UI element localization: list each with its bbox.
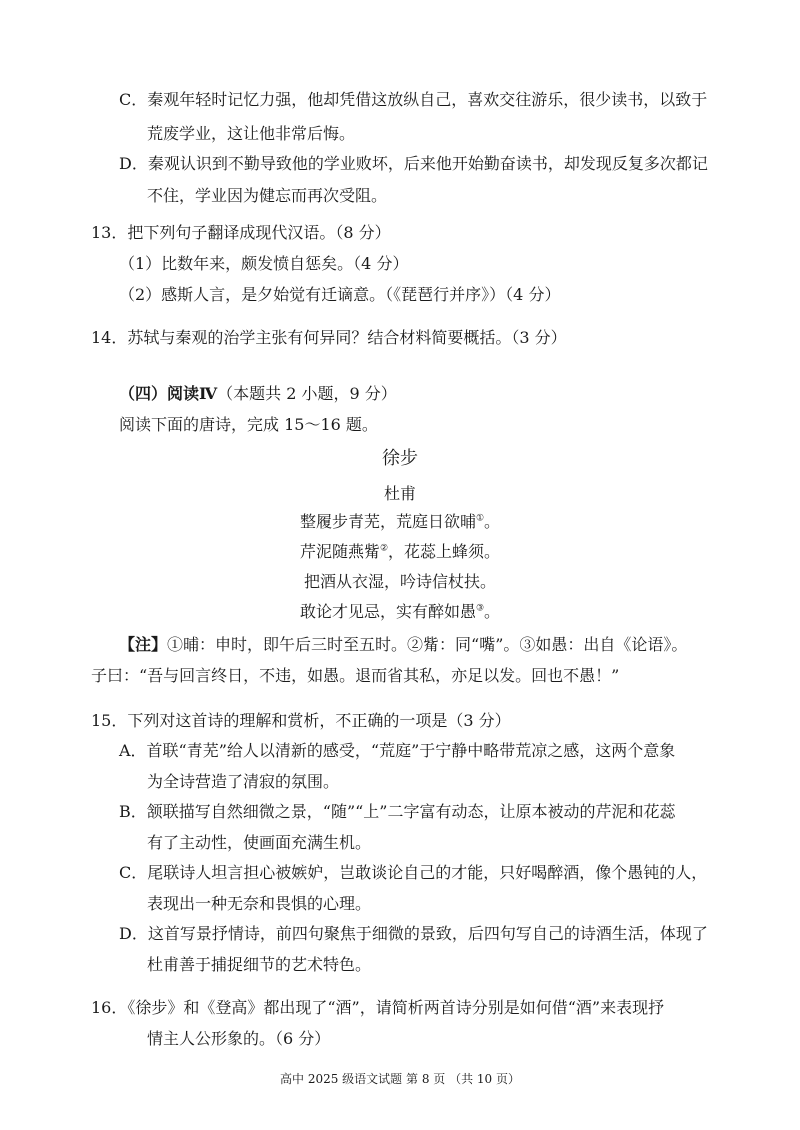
poem-line-3: 把酒从衣湿，吟诗信杖扶。 xyxy=(303,572,496,591)
q12-option-c-line1: C．秦观年轻时记忆力强，他却凭借这放纵自己，喜欢交往游乐，很少读书，以致于 xyxy=(119,90,708,109)
q12-option-c-line2: 荒废学业，这让他非常后悔。 xyxy=(147,124,356,143)
footnote-mark-1: ① xyxy=(475,513,485,524)
q14-stem: 14．苏轼与秦观的治学主张有何异同？结合材料简要概括。（3 分） xyxy=(91,328,567,347)
poem-line-4-end: 。 xyxy=(484,602,501,621)
poem-title: 徐步 xyxy=(382,448,418,469)
poem-line-1-end: 。 xyxy=(484,512,501,531)
section-4-note: （本题共 2 小题，9 分） xyxy=(217,384,397,403)
q15-option-d-line2: 杜甫善于捕捉细节的艺术特色。 xyxy=(147,955,372,974)
q15-option-b-line2: 有了主动性，使画面充满生机。 xyxy=(147,833,372,852)
poem-note-line1 xyxy=(119,634,687,656)
poem-line-4 xyxy=(0,601,800,623)
poem-line-2-end: ，花蕊上蜂须。 xyxy=(388,542,501,561)
q12-option-d-line1: D．秦观认识到不勤导致他的学业败坏，后来他开始勤奋读书，却发现反复多次都记 xyxy=(119,154,708,173)
poem-line-2-text: 芹泥随燕觜 xyxy=(299,542,380,561)
note-label: 【注】 xyxy=(119,635,168,654)
footnote-mark-3: ③ xyxy=(475,603,485,614)
q13-item-1: （1）比数年来，颇发愤自惩矣。（4 分） xyxy=(119,254,409,273)
poem-line-1 xyxy=(0,511,800,533)
q15-stem: 15．下列对这首诗的理解和赏析，不正确的一项是（3 分） xyxy=(91,711,511,730)
q15-option-a-line2: 为全诗营造了清寂的氛围。 xyxy=(147,772,340,791)
q15-option-b-line1: B．颔联描写自然细微之景，“随”“上”二字富有动态，让原本被动的芹泥和花蕊 xyxy=(119,802,676,821)
q12-option-d-line2: 不住，学业因为健忘而再次受阻。 xyxy=(147,186,388,205)
q13-item-2: （2）感斯人言，是夕始觉有迁谪意。（《琵琶行并序》）（4 分） xyxy=(119,285,561,304)
poem-line-1-text: 整履步青芜，荒庭日欲晡 xyxy=(299,512,476,531)
section-4-instruction: 阅读下面的唐诗，完成 15～16 题。 xyxy=(119,415,378,434)
poem-line-2 xyxy=(0,541,800,563)
section-4-heading xyxy=(119,383,397,405)
q13-stem: 13．把下列句子翻译成现代汉语。（8 分） xyxy=(91,223,391,242)
note-text-1: ①晡：申时，即午后三时至五时。②觜：同“嘴”。③如愚：出自《论语》。 xyxy=(167,635,688,654)
section-4-title: （四）阅读Ⅳ xyxy=(119,384,218,403)
page-footer: 高中 2025 级语文试题 第 8 页 （共 10 页） xyxy=(280,1072,520,1086)
q15-option-a-line1: A．首联“青芜”给人以清新的感受，“荒庭”于宁静中略带荒凉之感，这两个意象 xyxy=(119,741,676,760)
q15-option-c-line2: 表现出一种无奈和畏惧的心理。 xyxy=(147,894,372,913)
q15-option-c-line1: C．尾联诗人坦言担心被嫉妒，岂敢谈论自己的才能，只好喝醉酒，像个愚钝的人， xyxy=(119,863,708,882)
poem-note-line2: 子曰：“吾与回言终日，不违，如愚。退而省其私，亦足以发。回也不愚！” xyxy=(91,666,620,685)
poem-author: 杜甫 xyxy=(383,484,416,503)
footnote-mark-2: ② xyxy=(379,543,389,554)
q15-option-d-line1: D．这首写景抒情诗，前四句聚焦于细微的景致，后四句写自己的诗酒生活，体现了 xyxy=(119,924,708,943)
poem-line-4-text: 敢论才见忌，实有醉如愚 xyxy=(299,602,476,621)
q16-line2: 情主人公形象的。（6 分） xyxy=(147,1029,331,1048)
q16-line1: 16．《徐步》和《登高》都出现了“酒”，请简析两首诗分别是如何借“酒”来表现抒 xyxy=(91,998,665,1017)
